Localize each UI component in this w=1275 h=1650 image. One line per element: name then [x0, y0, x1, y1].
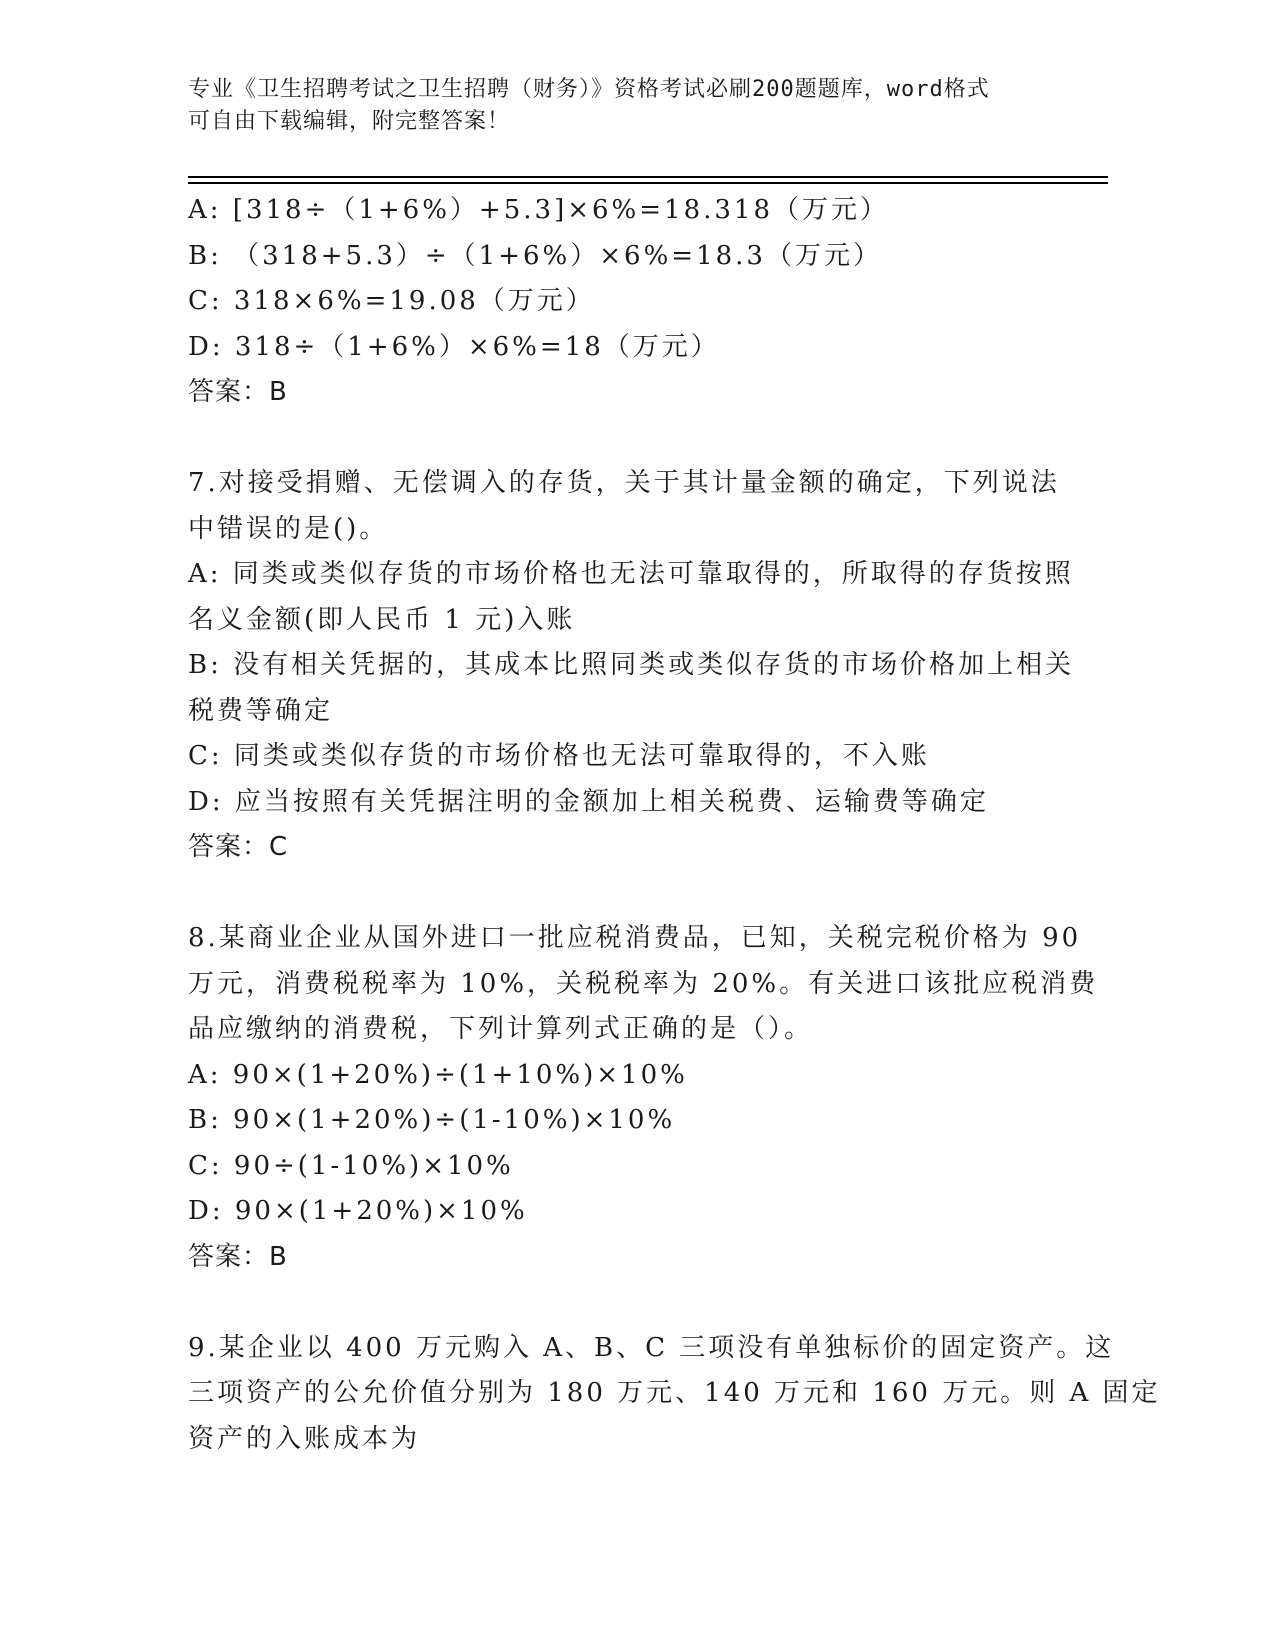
question-8 — [188, 916, 1099, 1280]
spacer — [188, 1280, 1088, 1326]
q7-stem-line-1: 7.对接受捐赠、无偿调入的存货，关于其计量金额的确定，下列说法 — [188, 468, 1060, 498]
q7-option-a-line-2: 名义金额(即人民币 1 元)入账 — [188, 604, 576, 635]
q7-option-b-line-1: B: 没有相关凭据的，其成本比照同类或类似存货的市场价格加上相关 — [188, 650, 1075, 680]
q9-stem-line-2: 三项资产的公允价值分别为 180 万元、140 万元和 160 万元。则 A 固定 — [188, 1378, 1161, 1408]
document-body — [188, 188, 1161, 1462]
q7-answer: 答案：C — [188, 832, 289, 862]
q6-option-a: A: [318÷（1+6%）+5.3]×6%=18.318（万元） — [188, 195, 889, 225]
question-9 — [188, 1326, 1161, 1463]
q8-stem-line-1: 8.某商业企业从国外进口一批应税消费品，已知，关税完税价格为 90 — [188, 923, 1082, 953]
header-rule-bottom — [188, 182, 1108, 184]
q8-option-a: A: 90×(1+20%)÷(1+10%)×10% — [188, 1059, 688, 1090]
q8-stem-line-2: 万元，消费税税率为 10%，关税税率为 20%。有关进口该批应税消费 — [188, 968, 1099, 999]
q6-option-c: C: 318×6%=19.08（万元） — [188, 286, 595, 316]
q8-stem-line-3: 品应缴纳的消费税，下列计算列式正确的是（）。 — [188, 1014, 814, 1044]
q6-option-d: D: 318÷（1+6%）×6%=18（万元） — [188, 331, 720, 362]
q7-stem-line-2: 中错误的是()。 — [188, 513, 389, 544]
q7-option-b-line-2: 税费等确定 — [188, 695, 334, 726]
q8-option-b: B: 90×(1+20%)÷(1-10%)×10% — [188, 1105, 676, 1135]
q7-option-d: D: 应当按照有关凭据注明的金额加上相关税费、运输费等确定 — [188, 786, 989, 817]
q8-answer: 答案：B — [188, 1241, 288, 1272]
q8-option-c: C: 90÷(1-10%)×10% — [188, 1150, 514, 1181]
q8-option-d: D: 90×(1+20%)×10% — [188, 1196, 528, 1226]
spacer — [188, 416, 1088, 462]
header-rule-top — [188, 176, 1108, 178]
header-line-1: 专业《卫生招聘考试之卫生招聘（财务）》资格考试必刷200题题库，word格式 — [188, 77, 990, 102]
q6-answer: 答案：B — [188, 377, 288, 407]
question-7 — [188, 461, 1088, 871]
q9-stem-line-1: 9.某企业以 400 万元购入 A、B、C 三项没有单独标价的固定资产。这 — [188, 1332, 1115, 1363]
document-header — [188, 74, 1088, 138]
header-line-2: 可自由下载编辑，附完整答案！ — [188, 109, 511, 134]
q9-stem-line-3: 资产的入账成本为 — [188, 1423, 421, 1454]
q6-option-b: B: （318+5.3）÷（1+6%）×6%=18.3（万元） — [188, 240, 882, 271]
question-6 — [188, 188, 1088, 416]
q7-option-c: C: 同类或类似存货的市场价格也无法可靠取得的，不入账 — [188, 741, 930, 771]
spacer — [188, 871, 1088, 917]
q7-option-a-line-1: A: 同类或类似存货的市场价格也无法可靠取得的，所取得的存货按照 — [188, 559, 1074, 589]
